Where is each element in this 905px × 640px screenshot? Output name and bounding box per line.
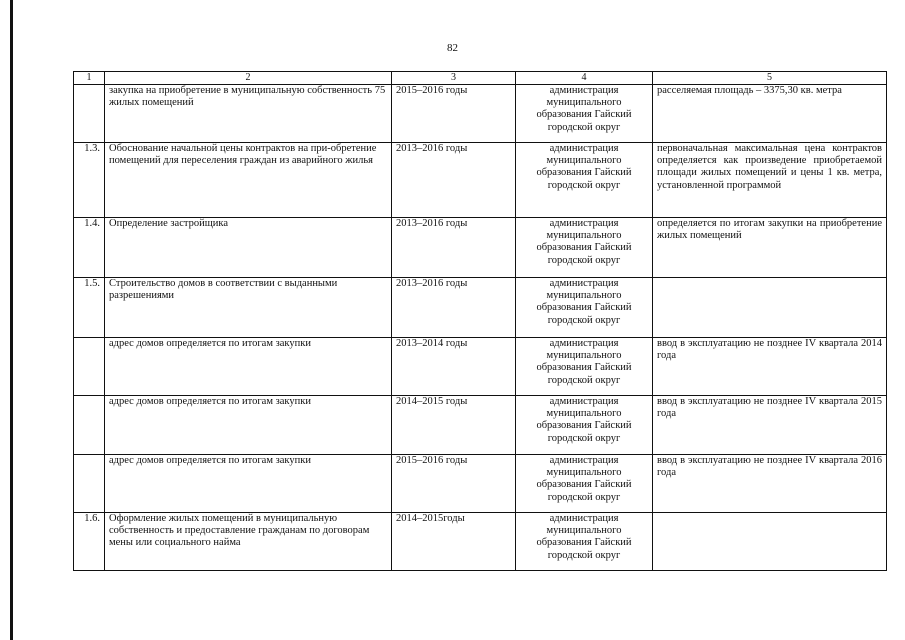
- row-number: 1.3.: [74, 143, 105, 218]
- row-number: [74, 396, 105, 455]
- table-row: [74, 513, 887, 571]
- row-number: [74, 338, 105, 396]
- row-period: 2013–2016 годы: [392, 143, 516, 218]
- plan-table: [73, 71, 887, 571]
- row-period: 2013–2014 годы: [392, 338, 516, 396]
- row-executor: администрация муниципального образования Гайский городской округ: [516, 218, 653, 278]
- row-executor: администрация муниципального образования Гайский городской округ: [516, 338, 653, 396]
- row-number: 1.5.: [74, 278, 105, 338]
- row-result: первоначальная максимальная цена контрактов определяется как произведение приобретаемой площади жилых помещений и цены 1 кв. метра, установленной программой: [653, 143, 887, 218]
- table-row: [74, 218, 887, 278]
- table-row: [74, 85, 887, 143]
- table-row: [74, 396, 887, 455]
- page-number: 82: [447, 42, 458, 54]
- page-edge-rule: [10, 0, 13, 640]
- row-period: 2015–2016 годы: [392, 455, 516, 513]
- row-result: ввод в эксплуатацию не позднее IV квартала 2016 года: [653, 455, 887, 513]
- row-executor: администрация муниципального образования Гайский городской округ: [516, 396, 653, 455]
- row-result: определяется по итогам закупки на приобретение жилых помещений: [653, 218, 887, 278]
- row-description: Обоснование начальной цены контрактов на при-обретение помещений для переселения граждан из аварийного жилья: [105, 143, 392, 218]
- row-period: 2014–2015годы: [392, 513, 516, 571]
- header-col-5: 5: [653, 72, 887, 85]
- row-number: [74, 455, 105, 513]
- table-row: [74, 455, 887, 513]
- table-row: [74, 143, 887, 218]
- table-row: [74, 278, 887, 338]
- header-col-2: 2: [105, 72, 392, 85]
- row-result: [653, 278, 887, 338]
- row-description: закупка на приобретение в муниципальную собственность 75 жилых помещений: [105, 85, 392, 143]
- row-description: адрес домов определяется по итогам закупки: [105, 455, 392, 513]
- row-number: 1.4.: [74, 218, 105, 278]
- header-col-4: 4: [516, 72, 653, 85]
- row-executor: администрация муниципального образования Гайский городской округ: [516, 513, 653, 571]
- table-row: [74, 338, 887, 396]
- row-executor: администрация муниципального образования Гайский городской округ: [516, 85, 653, 143]
- header-col-3: 3: [392, 72, 516, 85]
- row-description: Определение застройщика: [105, 218, 392, 278]
- row-description: адрес домов определяется по итогам закупки: [105, 338, 392, 396]
- header-row: [74, 72, 887, 85]
- row-result: [653, 513, 887, 571]
- header-col-1: 1: [74, 72, 105, 85]
- row-result: ввод в эксплуатацию не позднее IV квартала 2014 года: [653, 338, 887, 396]
- row-period: 2015–2016 годы: [392, 85, 516, 143]
- row-period: 2013–2016 годы: [392, 278, 516, 338]
- row-result: ввод в эксплуатацию не позднее IV квартала 2015 года: [653, 396, 887, 455]
- row-number: 1.6.: [74, 513, 105, 571]
- row-description: Строительство домов в соответствии с выданными разрешениями: [105, 278, 392, 338]
- row-description: адрес домов определяется по итогам закупки: [105, 396, 392, 455]
- row-period: 2014–2015 годы: [392, 396, 516, 455]
- row-executor: администрация муниципального образования Гайский городской округ: [516, 278, 653, 338]
- row-executor: администрация муниципального образования Гайский городской округ: [516, 455, 653, 513]
- row-description: Оформление жилых помещений в муниципальную собственность и предоставление гражданам по договорам мены или социального найма: [105, 513, 392, 571]
- row-result: расселяемая площадь – 3375,30 кв. метра: [653, 85, 887, 143]
- row-period: 2013–2016 годы: [392, 218, 516, 278]
- row-executor: администрация муниципального образования Гайский городской округ: [516, 143, 653, 218]
- row-number: [74, 85, 105, 143]
